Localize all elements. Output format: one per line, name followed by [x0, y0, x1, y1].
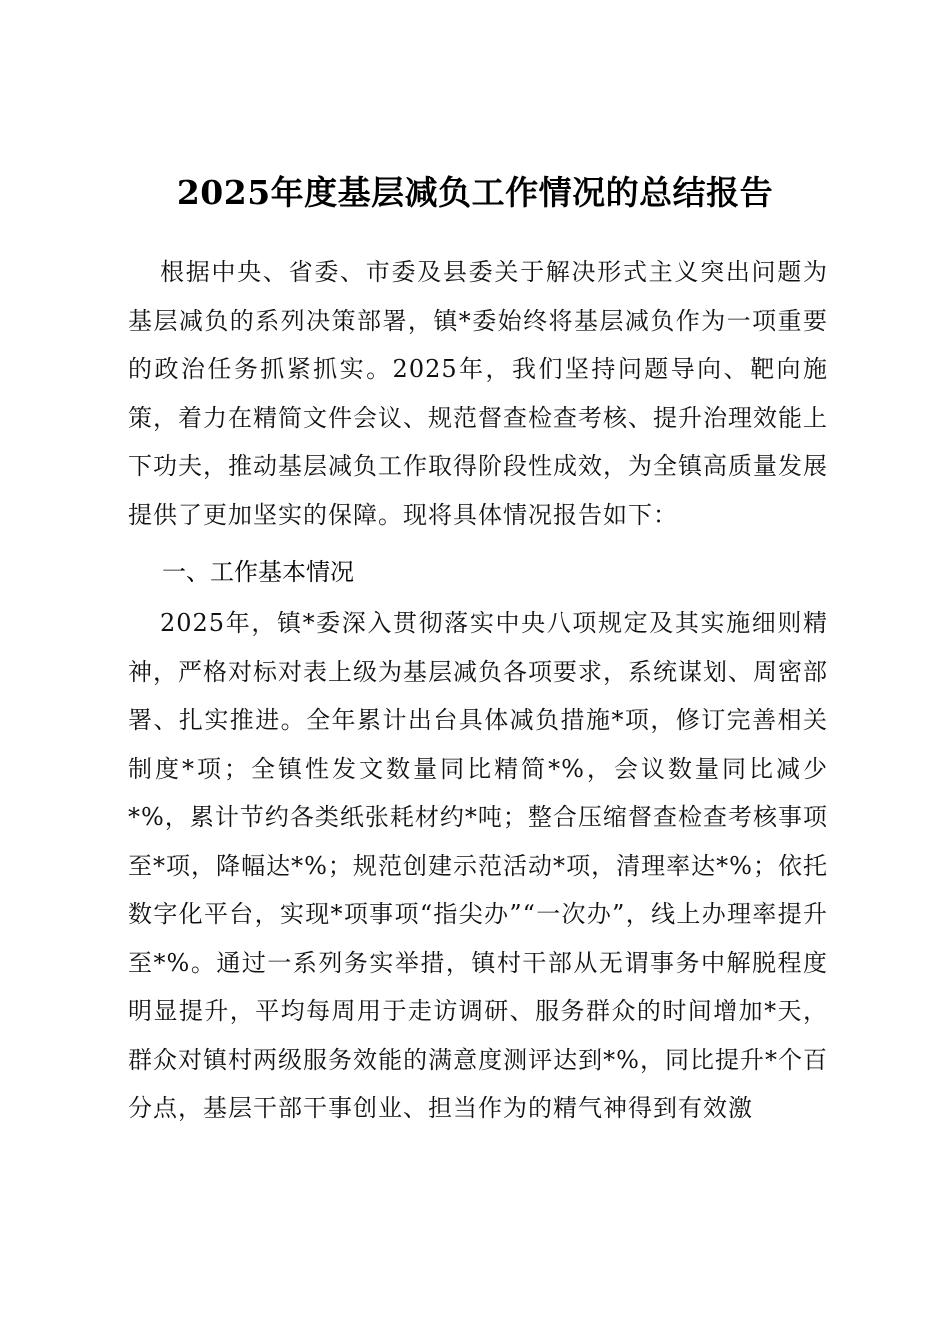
- document-title: 2025年度基层减负工作情况的总结报告: [176, 173, 774, 212]
- section-heading-work-overview: 一、工作基本情况: [162, 558, 354, 586]
- intro-paragraph: 根据中央、省委、市委及县委关于解决形式主义突出问题为基层减负的系列决策部署，镇*委始终将基层减负作为一项重要的政治任务抓紧抓实。2025年，我们坚持问题导向、靶向施策，着力在精简文件会议、规范督查检查考核、提升治理效能上下功夫，推动基层减负工作取得阶段性成效，为全镇高质量发展提供了更加坚实的保障。现将具体情况报告如下：: [128, 258, 828, 529]
- section-1-paragraph: 2025年，镇*委深入贯彻落实中央八项规定及其实施细则精神，严格对标对表上级为基层减负各项要求，系统谋划、周密部署、扎实推进。全年累计出台具体减负措施*项，修订完善相关制度*项；全镇性发文数量同比精简*%，会议数量同比减少*%，累计节约各类纸张耗材约*吨；整合压缩督查检查考核事项至*项，降幅达*%；规范创建示范活动*项，清理率达*%；依托数字化平台，实现*项事项“指尖办”“一次办”，线上办理率提升至*%。通过一系列务实举措，镇村干部从无谓事务中解脱程度明显提升，平均每周用于走访调研、服务群众的时间增加*天，群众对镇村两级服务效能的满意度测评达到*%，同比提升*个百分点，基层干部干事创业、担当作为的精气神得到有效激: [128, 609, 828, 1122]
